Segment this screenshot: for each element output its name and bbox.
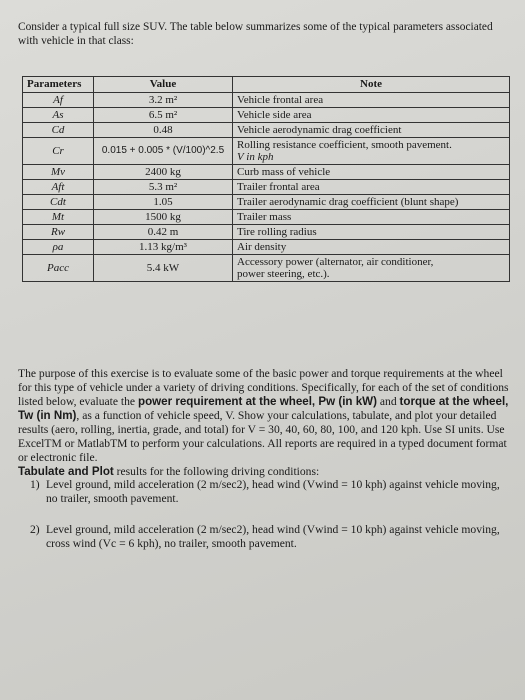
value-cell: 5.4 kW — [94, 255, 233, 282]
list-text: Level ground, mild acceleration (2 m/sec2), head wind (Vwind = 10 kph) against vehicle moving, cross wind (Vc = 6 kph), no trailer, smooth pavement. — [46, 523, 500, 550]
table-row — [23, 255, 510, 282]
param-cell: ρa — [23, 240, 94, 255]
note-cell: Trailer aerodynamic drag coefficient (blunt shape) — [233, 195, 510, 210]
header-parameters: Parameters — [23, 77, 94, 93]
list-item — [30, 523, 500, 551]
paragraph-text: The purpose of this exercise is to evaluate some of the basic power and torque requirements at the wheel for this type of vehicle under a variety of driving conditions. Specifically, for each of the set of conditions listed below, evaluate the — [18, 367, 509, 408]
value-cell: 1500 kg — [94, 210, 233, 225]
note-line: power steering, etc.). — [237, 268, 330, 280]
list-number: 2) — [30, 523, 40, 536]
value-cell: 1.05 — [94, 195, 233, 210]
note-cell: Curb mass of vehicle — [233, 165, 510, 180]
table-row — [23, 93, 510, 108]
table-row — [23, 123, 510, 138]
param-cell: Mt — [23, 210, 94, 225]
list-text: Level ground, mild acceleration (2 m/sec2), head wind (Vwind = 10 kph) against vehicle moving, no trailer, smooth pavement. — [46, 478, 500, 505]
list-number: 1) — [30, 478, 40, 491]
table-header-row — [23, 77, 510, 93]
note-cell: Vehicle aerodynamic drag coefficient — [233, 123, 510, 138]
value-cell: 3.2 m² — [94, 93, 233, 108]
paragraph-text: and — [376, 395, 400, 408]
table-row — [23, 165, 510, 180]
note-line: Accessory power (alternator, air conditioner, — [237, 256, 434, 268]
power-requirement-emphasis: power requirement at the wheel, Pw (in kW) — [137, 395, 377, 408]
table-row — [23, 180, 510, 195]
table-row — [23, 108, 510, 123]
note-cell — [233, 138, 510, 165]
value-cell: 0.015 + 0.005 * (V/100)^2.5 — [94, 138, 233, 165]
paragraph-text: results for the following driving conditions: — [113, 465, 320, 478]
note-cell: Vehicle frontal area — [233, 93, 510, 108]
table-row — [23, 138, 510, 165]
table-row — [23, 210, 510, 225]
param-cell: Aft — [23, 180, 94, 195]
note-cell: Tire rolling radius — [233, 225, 510, 240]
note-cell: Vehicle side area — [233, 108, 510, 123]
note-line: V in kph — [237, 151, 274, 163]
table-row — [23, 225, 510, 240]
param-cell: As — [23, 108, 94, 123]
table-row — [23, 195, 510, 210]
value-cell: 1.13 kg/m³ — [94, 240, 233, 255]
table-row — [23, 240, 510, 255]
param-cell: Cr — [23, 138, 94, 165]
header-note: Note — [233, 77, 510, 93]
param-cell: Pacc — [23, 255, 94, 282]
param-cell: Mv — [23, 165, 94, 180]
param-cell: Rw — [23, 225, 94, 240]
note-cell: Air density — [233, 240, 510, 255]
conditions-list — [30, 478, 500, 568]
torque-emphasis: torque at the wheel, Tw (in Nm) — [18, 395, 509, 422]
note-cell — [233, 255, 510, 282]
list-item — [30, 478, 500, 506]
value-cell: 6.5 m² — [94, 108, 233, 123]
note-line: Rolling resistance coefficient, smooth pavement. — [237, 139, 452, 151]
instructions-paragraph — [18, 367, 513, 479]
value-cell: 0.48 — [94, 123, 233, 138]
param-cell: Cd — [23, 123, 94, 138]
paragraph-text: , as a function of vehicle speed, V. Show your calculations, tabulate, and plot your detailed results (aero, rolling, inertia, grade, and total) for V = 30, 40, 60, 80, 100, and 120 kph. Use SI units. Use ExcelTM or MatlabTM to perform your calculations. All reports are required in a typed document format or electronic file. — [18, 409, 507, 464]
note-cell: Trailer mass — [233, 210, 510, 225]
param-cell: Cdt — [23, 195, 94, 210]
header-value: Value — [94, 77, 233, 93]
parameters-table — [22, 76, 510, 282]
value-cell: 2400 kg — [94, 165, 233, 180]
intro-text: Consider a typical full size SUV. The table below summarizes some of the typical parameters associated with vehicle in that class: — [18, 21, 493, 47]
value-cell: 0.42 m — [94, 225, 233, 240]
value-cell: 5.3 m² — [94, 180, 233, 195]
param-cell: Af — [23, 93, 94, 108]
tabulate-plot-emphasis: Tabulate and Plot — [18, 465, 114, 478]
note-cell: Trailer frontal area — [233, 180, 510, 195]
